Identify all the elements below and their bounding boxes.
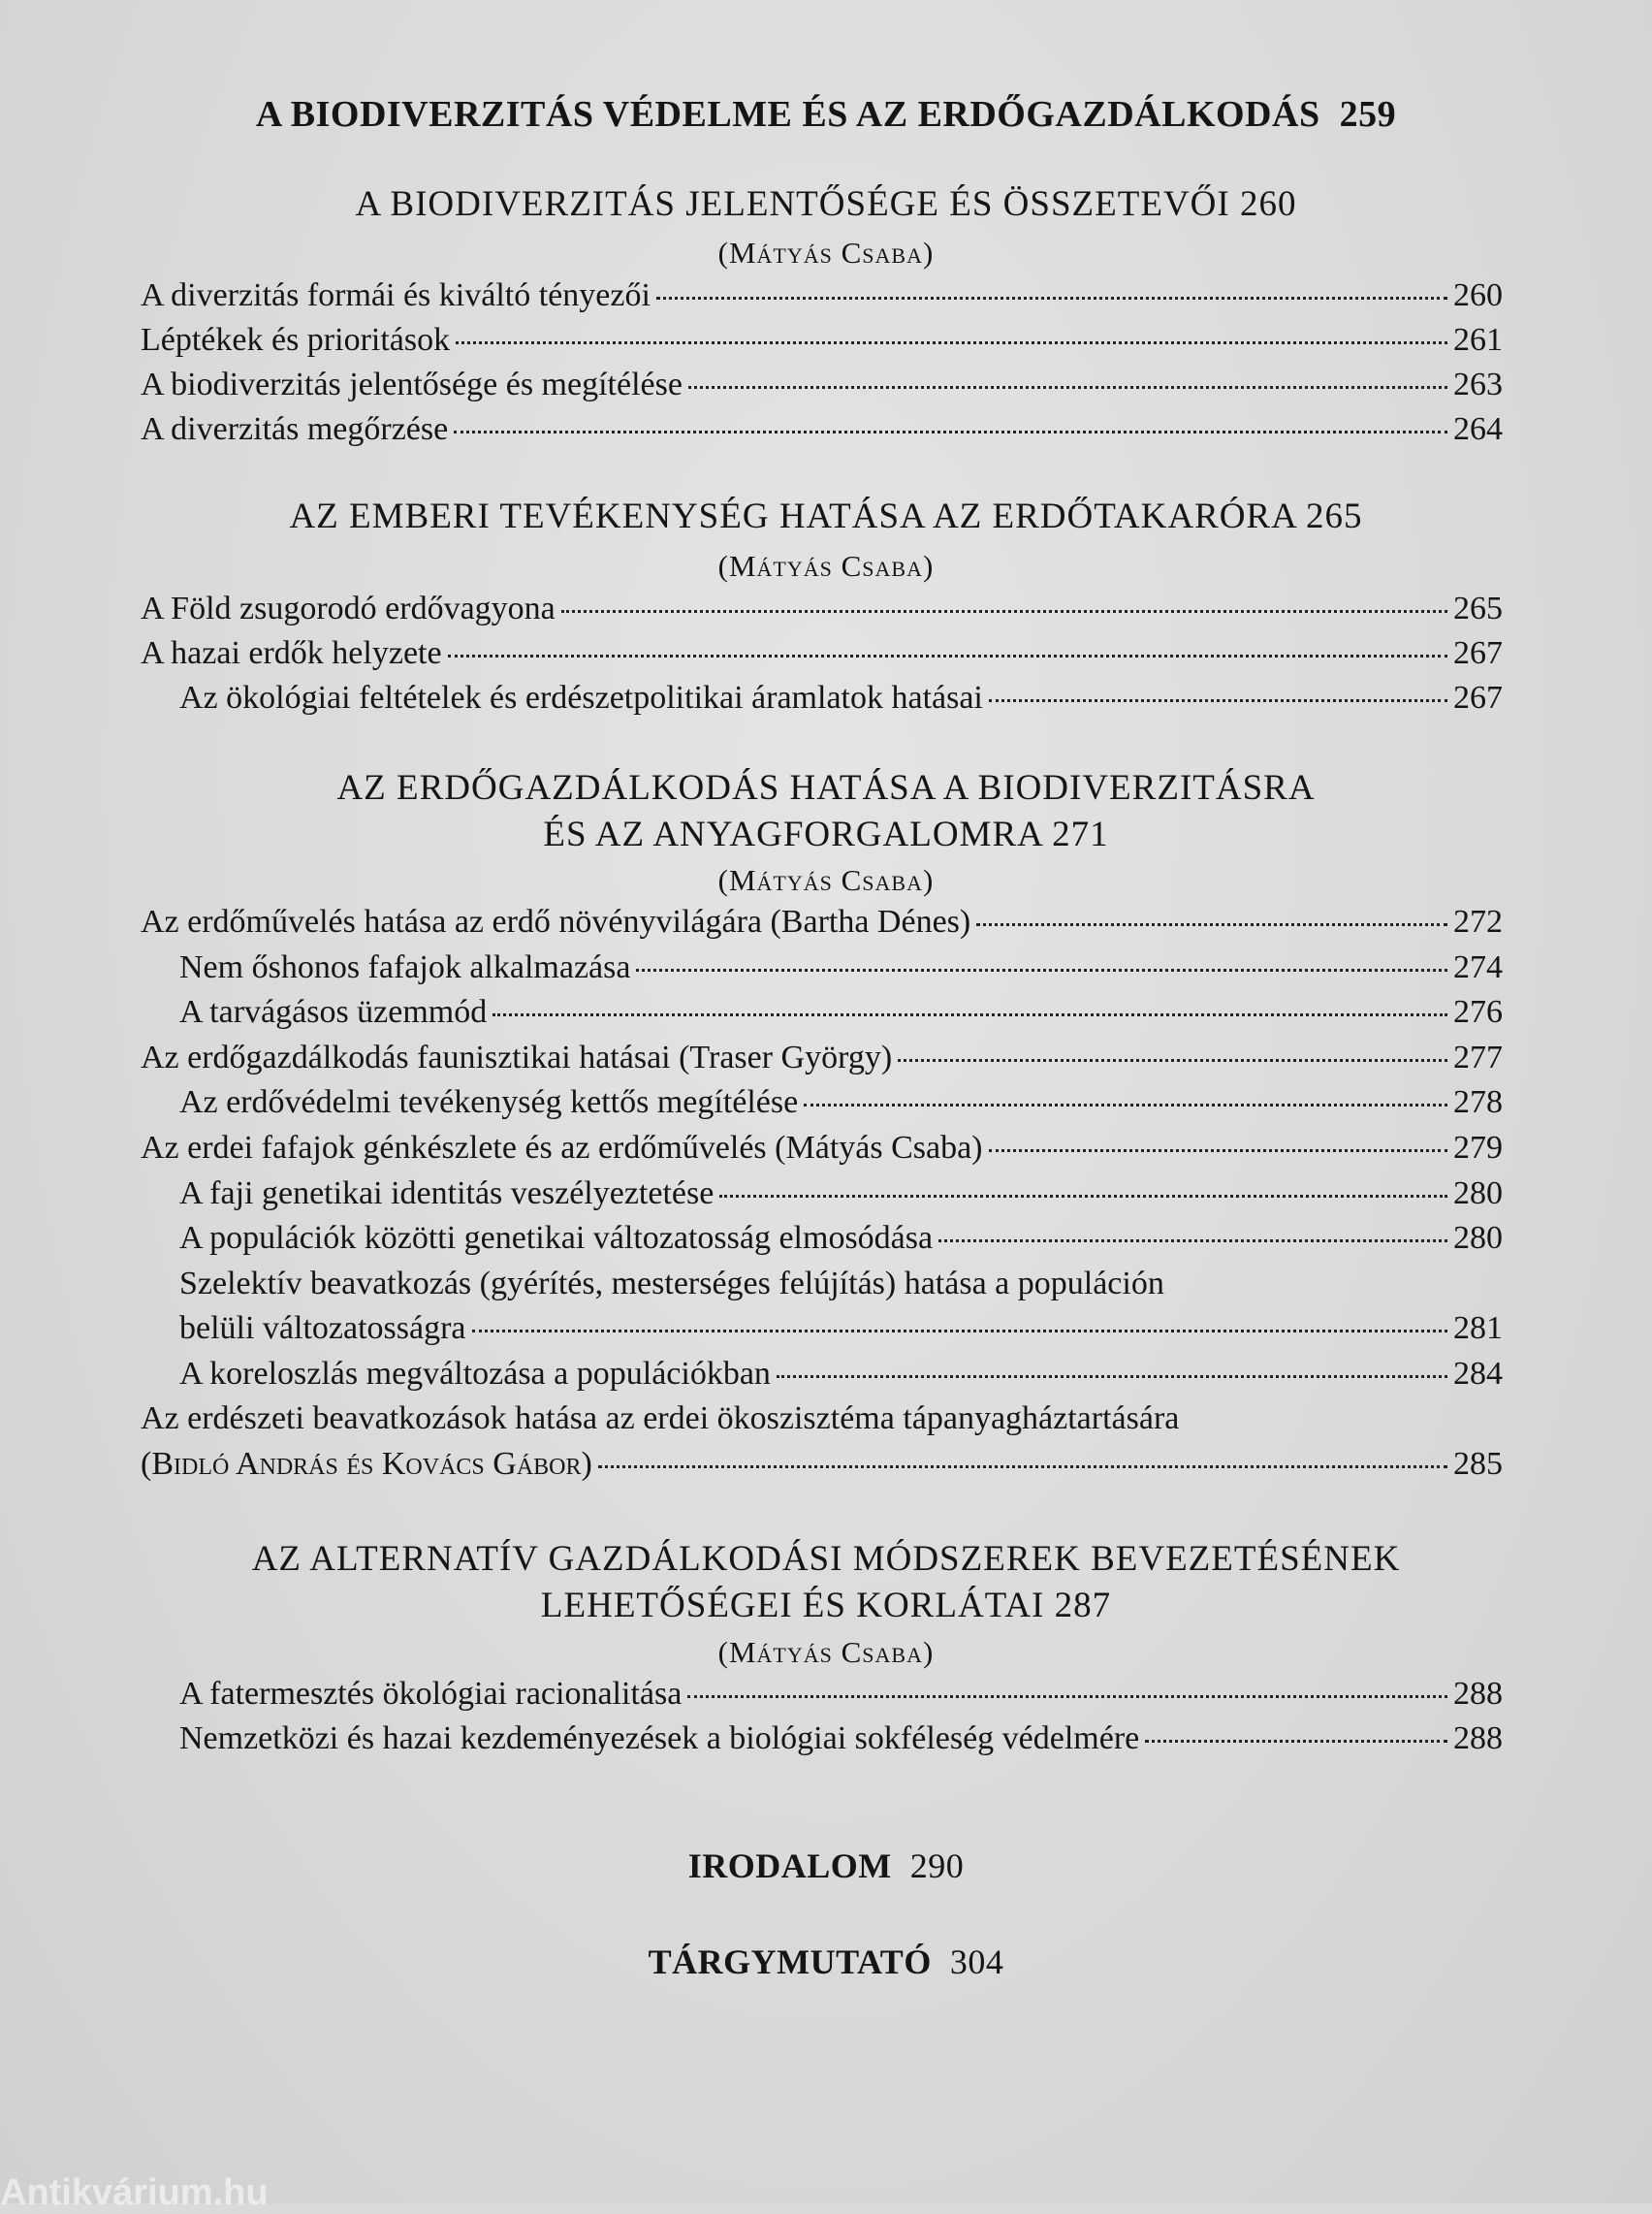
part-title-page: 259	[1339, 94, 1397, 135]
irodalom-heading: IRODALOM 290	[687, 1846, 965, 1885]
section-4-author: (Mátyás Csaba)	[717, 1635, 935, 1669]
toc-entry: A fatermesztés ökológiai racionalitása 288	[179, 1676, 1503, 1712]
toc-entry-continued: Szelektív beavatkozás (gyérítés, mesterséges felújítás) hatása a populáción	[179, 1266, 1164, 1301]
toc-entry: A populációk közötti genetikai változatosság elmosódása 280	[179, 1220, 1503, 1256]
toc-entry: A diverzitás formái és kiváltó tényezői 260	[141, 277, 1503, 313]
section-3-title-line-2: ÉS AZ ANYAGFORGALOMRA 271	[543, 815, 1109, 854]
toc-entry-continued: Az erdészeti beavatkozások hatása az erdei ökoszisztéma tápanyagháztartására	[141, 1400, 1180, 1436]
section-4-title-line-2: LEHETŐSÉGEI ÉS KORLÁTAI 287	[540, 1586, 1112, 1625]
section-3-title-line-1: AZ ERDŐGAZDÁLKODÁS HATÁSA A BIODIVERZITÁSRA	[336, 768, 1316, 808]
toc-entry: Az erdőművelés hatása az erdő növényvilágára (Bartha Dénes) 272	[141, 904, 1503, 940]
toc-entry: Az ökológiai feltételek és erdészetpolitikai áramlatok hatásai 267	[179, 680, 1503, 716]
section-1-title: A BIODIVERZITÁS JELENTŐSÉGE ÉS ÖSSZETEVŐI 260	[355, 184, 1297, 224]
toc-entry: A koreloszlás megváltozása a populációkban 284	[179, 1356, 1503, 1392]
targymutato-heading: TÁRGYMUTATÓ 304	[648, 1942, 1004, 1981]
part-title	[0, 93, 1652, 136]
toc-entry: A hazai erdők helyzete 267	[141, 635, 1503, 671]
toc-entry: Nem őshonos fafajok alkalmazása 274	[179, 949, 1503, 985]
toc-entry: belüli változatosságra 281	[179, 1310, 1503, 1346]
toc-entry: Az erdei fafajok génkészlete és az erdőművelés (Mátyás Csaba) 279	[141, 1130, 1503, 1166]
toc-entry: A biodiverzitás jelentősége és megítélése 263	[141, 367, 1503, 402]
section-1-author: (Mátyás Csaba)	[717, 236, 935, 270]
part-title-text: A BIODIVERZITÁS VÉDELME ÉS AZ ERDŐGAZDÁLKODÁS	[255, 94, 1320, 135]
section-2-author: (Mátyás Csaba)	[717, 549, 935, 583]
section-2-title: AZ EMBERI TEVÉKENYSÉG HATÁSA AZ ERDŐTAKARÓRA 265	[289, 497, 1363, 536]
toc-entry: Az erdővédelmi tevékenység kettős megítélése 278	[179, 1084, 1503, 1120]
toc-entry: Az erdőgazdálkodás faunisztikai hatásai (Traser György) 277	[141, 1040, 1503, 1075]
toc-entry: Nemzetközi és hazai kezdeményezések a biológiai sokféleség védelmére 288	[179, 1720, 1503, 1756]
section-3-author: (Mátyás Csaba)	[717, 863, 935, 897]
toc-entry: (Bidló András és Kovács Gábor) 285	[141, 1446, 1503, 1482]
toc-entry: A faji genetikai identitás veszélyeztetése 280	[179, 1175, 1503, 1211]
watermark: Antikvárium.hu	[0, 2172, 269, 2213]
section-4-title-line-1: AZ ALTERNATÍV GAZDÁLKODÁSI MÓDSZEREK BEVEZETÉSÉNEK	[251, 1539, 1401, 1579]
toc-entry: A tarvágásos üzemmód 276	[179, 994, 1503, 1030]
toc-entry: Léptékek és prioritások 261	[141, 322, 1503, 358]
toc-entry: A Föld zsugorodó erdővagyona 265	[141, 591, 1503, 626]
toc-entry: A diverzitás megőrzése 264	[141, 411, 1503, 447]
